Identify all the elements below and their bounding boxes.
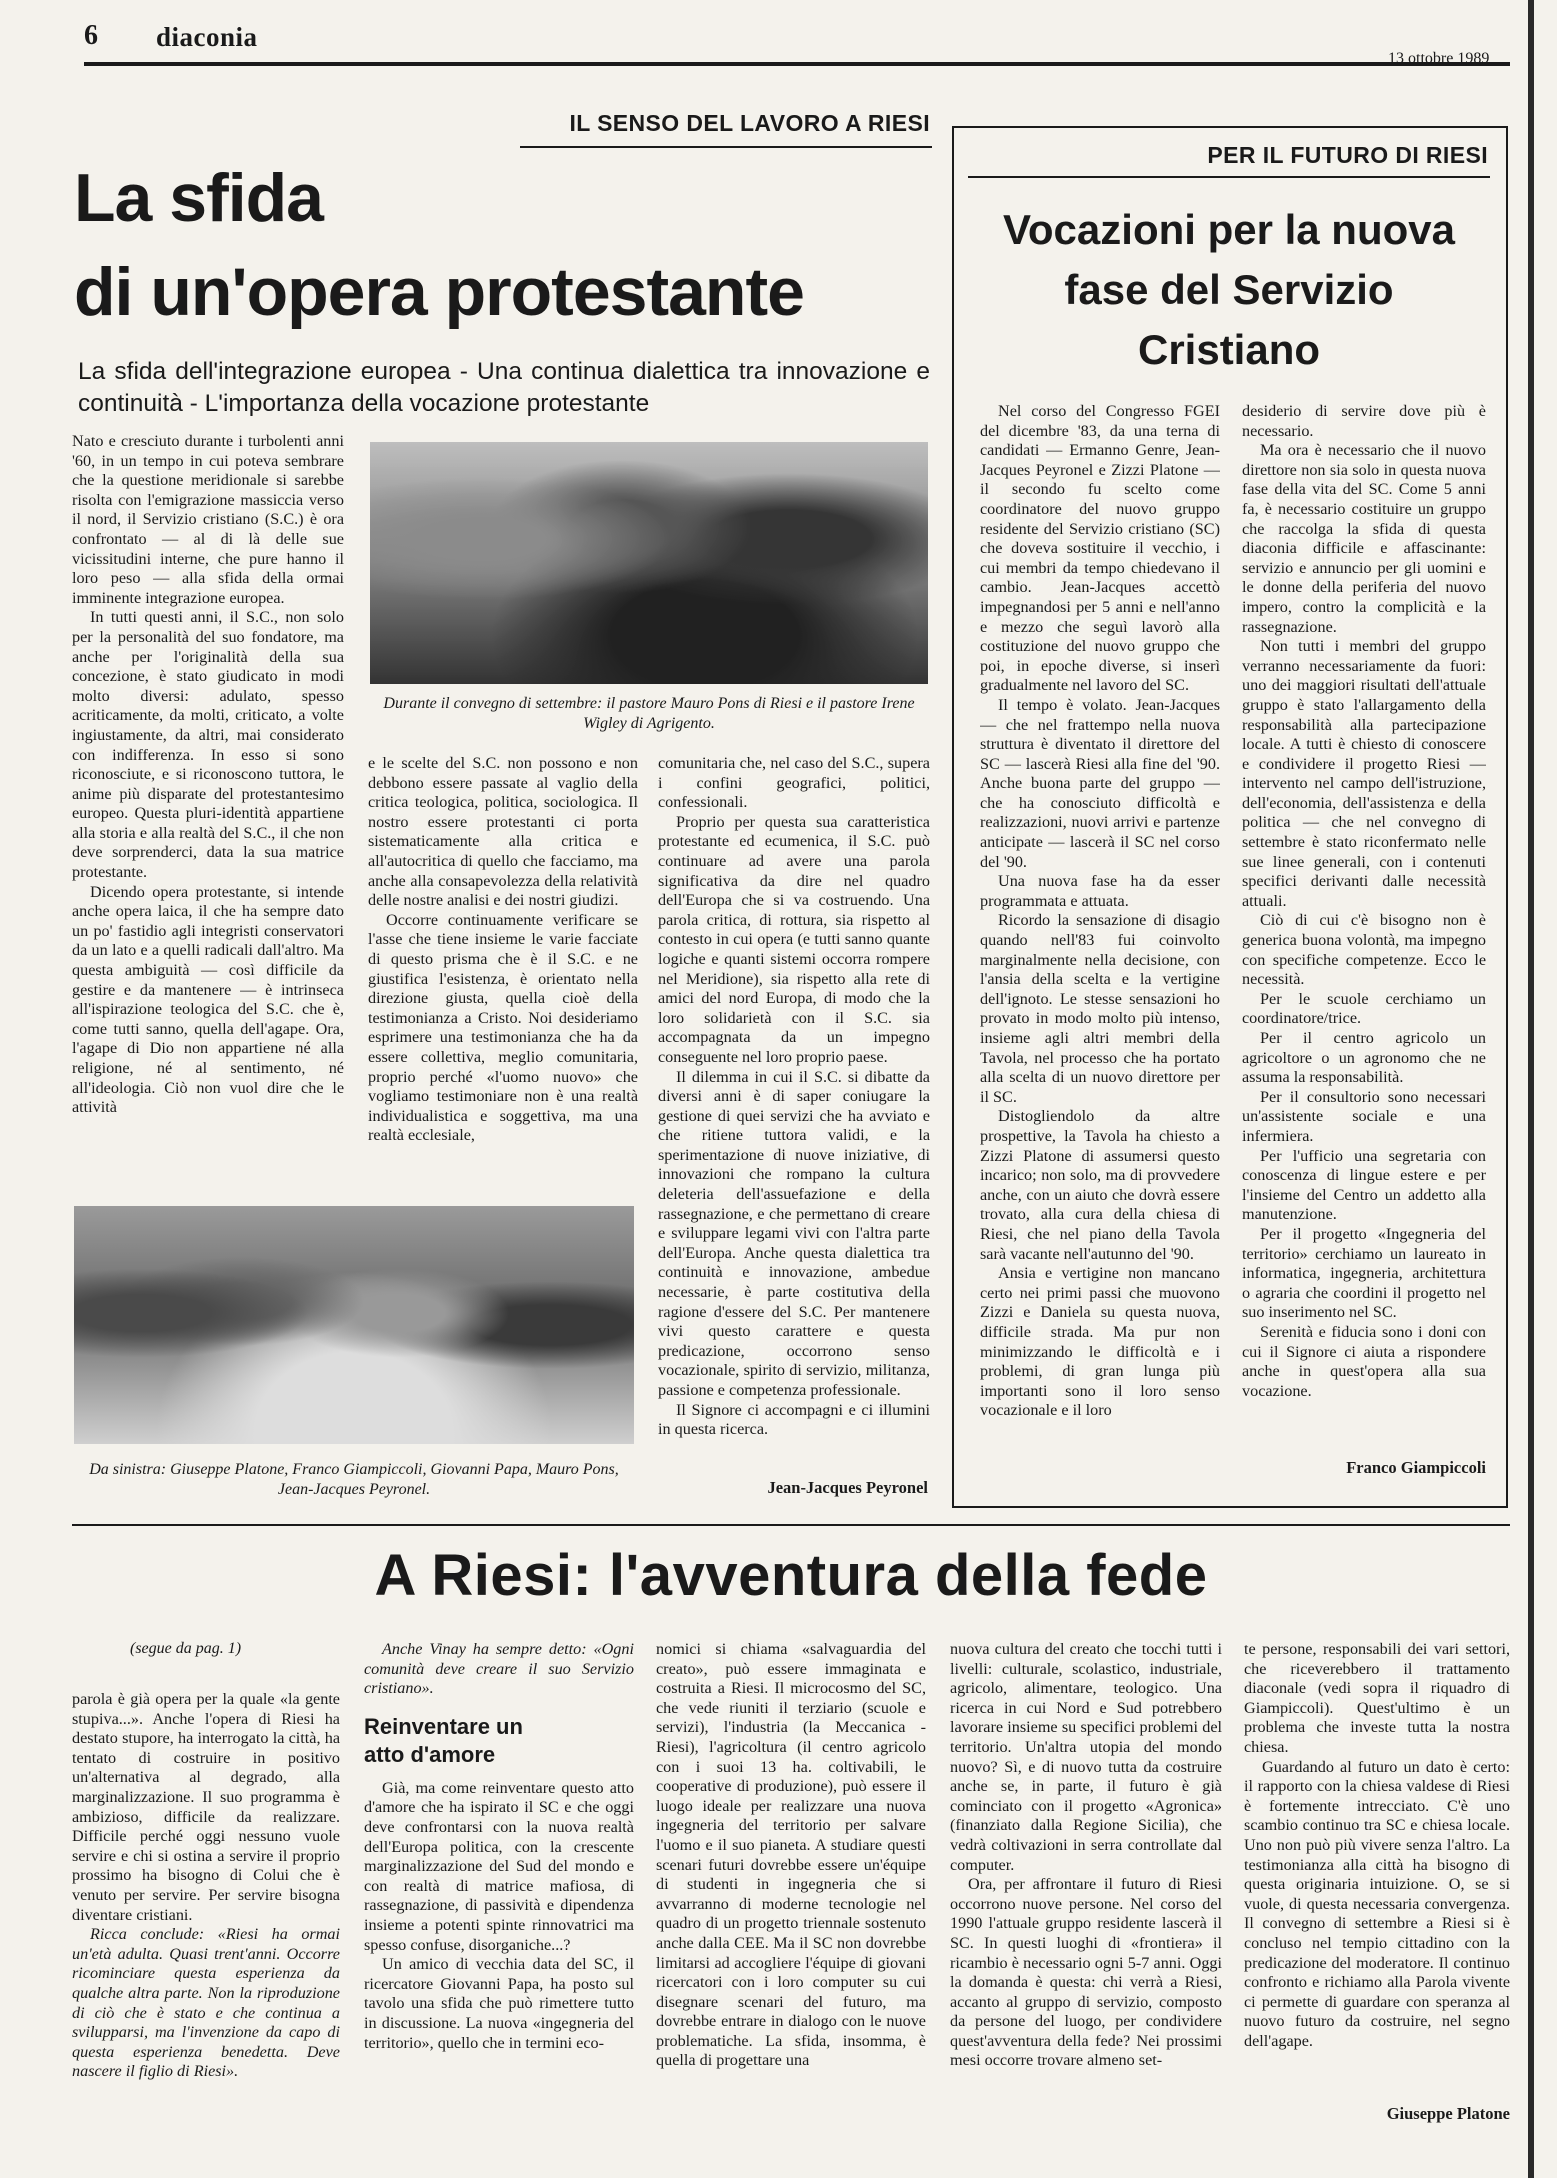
article3-col1: [72, 1690, 340, 2130]
article2-signature: Franco Giampiccoli: [1346, 1458, 1486, 1477]
paragraph: Per l'ufficio una segretaria con conoscenza di lingue estere e per l'insieme del Centro un addetto alla manutenzione.: [1242, 1146, 1486, 1224]
article2-col2: [1242, 402, 1486, 1454]
article1-col1: [72, 432, 344, 1148]
paragraph: nuova cultura del creato che tocchi tutti i livelli: culturale, scolastico, industriale, agricolo, alimentare, teologico. Una ricerca in cui Nord e Sud potrebbero lavorare insieme su specifici problemi del territorio. Un'altra utopia del mondo nuovo? Sì, e di nuovo tutta da costruire anche se, in parte, il futuro è già cominciato con il progetto «Agronica» (finanziato dalla Regione Sicilia), che vedrà coltivazioni in serra controllate dal computer.: [950, 1640, 1222, 1874]
article1-title-line1: La sfida: [74, 160, 323, 236]
paragraph: desiderio di servire dove più è necessario.: [1242, 402, 1486, 440]
article1-title-line2: di un'opera protestante: [74, 254, 804, 330]
article1-kicker-rule: [520, 146, 932, 148]
paragraph: Una nuova fase ha da esser programmata e attuata.: [980, 872, 1220, 910]
article1-subtitle: La sfida dell'integrazione europea - Una continua dialettica tra innovazione e continuità - L'importanza della vocazione protestante: [78, 358, 930, 417]
paragraph: Nel corso del Congresso FGEI del dicembre '83, da una terna di candidati — Ermanno Genre, Jean-Jacques Peyronel e Zizzi Platone — il secondo fu scelto come coordinatore del nuovo gruppo residente del Servizio cristiano (SC) che doveva sostituire il vecchio, i cui membri da tempo chiedevano il cambio. Jean-Jacques accettò impegnandosi per 5 anni e nell'anno e mezzo che seguì lavorò alla costituzione del nuovo gruppo che poi, in epoche diverse, si inserì gradualmente nel lavoro del SC.: [980, 402, 1220, 695]
paragraph: Ricca conclude: «Riesi ha ormai un'età adulta. Quasi trent'anni. Occorre ricominciare questa esperienza da qualche altra parte. Non la riproduzione di ciò che è stato e che continua a svilupparsi, ma l'invenzione da capo di questa esperienza benedetta. Deve nascere il figlio di Riesi».: [72, 1925, 340, 2081]
paragraph: Serenità e fiducia sono i doni con cui il Signore ci aiuta a rispondere anche in quest'opera alla sua vocazione.: [1242, 1322, 1486, 1400]
paragraph: e le scelte del S.C. non possono e non debbono essere passate al vaglio della critica teologica, politica, sociologica. Il nostro essere protestanti ci porta sistematicamente alla critica e all'autocritica di quello che facciamo, ma anche alla consapevolezza della relatività delle nostre analisi e dei nostri giudizi.: [368, 754, 638, 910]
paragraph: comunitaria che, nel caso del S.C., supera i confini geografici, politici, confessionali.: [658, 754, 930, 812]
article3-title: A Riesi: l'avventura della fede: [374, 1543, 1208, 1608]
paragraph: Per il consultorio sono necessari un'assistente sociale e una infermiera.: [1242, 1087, 1486, 1145]
photo-group-caption: Da sinistra: Giuseppe Platone, Franco Giampiccoli, Giovanni Papa, Mauro Pons, Jean-Jacques Peyronel.: [89, 1461, 619, 1498]
article1-signature: Jean-Jacques Peyronel: [767, 1478, 928, 1497]
article1-kicker: IL SENSO DEL LAVORO A RIESI: [569, 110, 930, 136]
header-rule: [84, 62, 1510, 66]
paragraph: nomici si chiama «salvaguardia del creato», può essere immaginata e costruita a Riesi. Il microcosmo del SC, che vede riuniti il terziario (scuole e servizi), l'industria (la Meccanica - Riesi), l'agricoltura (il centro agricolo con i suoi 13 ha. coltivabili, le cooperative di produzione), può essere il luogo ideale per realizzare una nuova ingegneria del territorio per salvare l'uomo e il suo pianeta. A studiare questi scenari futuri dovrebbe essere un'équipe di studenti in ingegneria che si avvarranno di moderne tecnologie nel quadro di un progetto triennale sostenuto anche dalla CEE. Ma il SC non dovrebbe limitarsi ad accogliere l'équipe di giovani ricercatori con i loro computer su cui disegnare scenari del futuro, ma dovrebbe entrare in dialogo con le nuove problematiche. La sfida, insomma, è quella di progettare una: [656, 1640, 926, 2070]
issue-date: 13 ottobre 1989: [1388, 50, 1490, 67]
paragraph: In tutti questi anni, il S.C., non solo per la personalità del suo fondatore, ma anche per l'originalità della sua concezione, è stato giudicato in modi molto diversi: adulato, spesso acriticamente, da molti, criticato, a volte ingiustamente, da altri, mai considerato con indifferenza. In esso si sono riconosciute, e si riconoscono tuttora, le anime più disparate del protestantesimo europeo. Questa pluri-identità appartiene alla storia e alla realtà del S.C., il che non deve sorprenderci, data la sua matrice protestante.: [72, 608, 344, 882]
paragraph: parola è già opera per la quale «la gente stupiva...». Anche l'opera di Riesi ha destato stupore, ha interrogato la città, ha tentato di costruire in positivo un'alternativa al degrado, alla marginalizzazione. Il suo programma è ambizioso, difficile da realizzare. Difficile perché oggi nessuno vuole servire e chi si ostina a servire il proprio prossimo ha bisogno di Colui che è venuto per servire. Per servire bisogna diventare cristiani.: [72, 1690, 340, 1924]
paragraph: Per le scuole cerchiamo un coordinatore/trice.: [1242, 989, 1486, 1028]
article2-title: Vocazioni per la nuova fase del Servizio Cristiano: [1003, 206, 1455, 373]
section-divider: [72, 1524, 1510, 1526]
paragraph: te persone, responsabili dei vari settori, che riceverebbero il trattamento diaconale (vedi sopra il riquadro di Giampiccoli). Quest'ultimo è un problema che investe tutta la nostra chiesa.: [1244, 1640, 1510, 1756]
paragraph: Per il progetto «Ingegneria del territorio» cerchiamo un laureato in informatica, ingegneria, architettura o agraria che coordini il progetto nel suo inserimento nel SC.: [1242, 1224, 1486, 1322]
article3-continued: (segue da pag. 1): [130, 1640, 242, 1657]
paragraph: Per il centro agricolo un agricoltore o un agronomo che ne assuma la responsabilità.: [1242, 1029, 1486, 1087]
article3-col5: [1244, 1640, 1510, 2100]
paragraph: Guardando al futuro un dato è certo: il rapporto con la chiesa valdese di Riesi è fortemente intrecciato. C'è uno scambio continuo tra SC e chiesa locale. Uno non può più vivere senza l'altro. La testimonianza alla città ha bisogno di questa originaria intuizione. O, se si vuole, di questa necessaria convergenza. Il convegno di settembre a Riesi si è concluso nel tempio cittadino con la predicazione del moderatore. Il continuo confronto e richiamo alla Parola vivente ci permette di guardare con speranza al nuovo futuro da costruire, nel segno dell'agape.: [1244, 1757, 1510, 2050]
paragraph: Il tempo è volato. Jean-Jacques — che nel frattempo nella nuova struttura è diventato il direttore del SC — lascerà Riesi alla fine del '90. Anche buona parte del gruppo — che ha conosciuto difficoltà e realizzazioni, nuovi arrivi e partenze anticipate — lascerà il SC nel corso del '90.: [980, 695, 1220, 871]
article1-col2: [368, 754, 638, 1150]
article2-kicker: PER IL FUTURO DI RIESI: [1207, 142, 1488, 168]
article2-kicker-rule: [968, 176, 1490, 178]
masthead: diaconia: [156, 22, 258, 52]
paragraph: Ansia e vertigine non mancano certo nei primi passi che muovono Zizzi e Daniela su questa nuova, difficile strada. Ma pur non minimizzando le difficoltà e i problemi, di gran lunga più importanti sono il loro senso vocazionale e il loro: [980, 1264, 1220, 1420]
right-edge-bar: [1528, 0, 1534, 2178]
photo-convegno: [370, 442, 928, 684]
article3-col4: [950, 1640, 1222, 2140]
paragraph: Distogliendolo da altre prospettive, la Tavola ha chiesto a Zizzi Platone di assumersi questo incarico; non solo, ma di provvedere anche, con un aiuto che dovrà essere trovato, alla cura della chiesa di Riesi, che nel piano della Tavola sarà vacante nell'autunno del '90.: [980, 1107, 1220, 1263]
paragraph: Ciò di cui c'è bisogno non è generica buona volontà, ma impegno con specifiche competenze. Ecco le necessità.: [1242, 911, 1486, 989]
paragraph: Il dilemma in cui il S.C. si dibatte da diversi anni è di saper coniugare la gestione di quei servizi che ha avviato e che ritiene tuttora validi, e la sperimentazione di nuove iniziative, di innovazioni che rompano la cultura deleteria dell'assuefazione e della rassegnazione, e che permettano di creare e sviluppare legami vivi con l'altra parte dell'Europa. Anche questa dialettica tra continuità e innovazione, ambedue necessarie, è parte costitutiva della ragione d'essere del S.C. Per mantenere vivi questo carattere e questa predicazione, occorrono senso vocazionale, spirito di servizio, militanza, passione e competenza professionale.: [658, 1067, 930, 1399]
article1-col3: [658, 754, 930, 1462]
paragraph: Ricordo la sensazione di disagio quando nell'83 fui coinvolto marginalmente nella decisione, con l'ansia della scelta e la vertigine dell'ignoto. Le stesse sensazioni ho provato in modo molto più intenso, insieme agli altri membri della Tavola, nel processo che ha portato alla scelta di un nuovo direttore per il SC.: [980, 911, 1220, 1106]
article3-signature: Giuseppe Platone: [1386, 2104, 1510, 2123]
article3-col2: [364, 1640, 634, 2140]
paragraph: Anche Vinay ha sempre detto: «Ogni comunità deve creare il suo Servizio cristiano».: [364, 1640, 634, 1698]
article3-col3: [656, 1640, 926, 2140]
article2-col1: [980, 402, 1220, 1474]
paragraph: Proprio per questa sua caratteristica protestante ed ecumenica, il S.C. può continuare ad avere una parola significativa da dire nel quadro dell'Europa che si va costruendo. Una parola critica, di rottura, sia rispetto al contesto in cui opera (e tutti sanno quante logiche e quanti sistemi occorra rompere nel Meridione), sia rispetto alla rete di amici del nord Europa, di modo che la loro solidarietà con il S.C. sia accompagnata da un impegno conseguente nel loro proprio paese.: [658, 812, 930, 1066]
photo-group: [74, 1206, 634, 1444]
paragraph: Già, ma come reinventare questo atto d'amore che ha ispirato il SC e che oggi deve confrontarsi con la nuova realtà dell'Europa politica, con la crescente marginalizzazione del Sud del mondo e con realtà di matrice mafiosa, di rassegnazione, di passività e dipendenza insieme a potenti spinte rinnovatrici ma spesso confuse, disorganiche...?: [364, 1778, 634, 1954]
paragraph: Il Signore ci accompagni e ci illumini in questa ricerca.: [658, 1400, 930, 1439]
paragraph: Ora, per affrontare il futuro di Riesi occorrono nuove persone. Nel corso del 1990 l'attuale gruppo residente lascerà il SC. In questi luoghi di «frontiera» il ricambio è necessario ogni 5-7 anni. Oggi la domanda è questa: chi verrà a Riesi, accanto al gruppo di servizio, composto da persone del luogo, per condividere quest'avventura della fede? Nei prossimi mesi occorre trovare almeno set-: [950, 1875, 1222, 2070]
paragraph: Ma ora è necessario che il nuovo direttore non sia solo in questa nuova fase della vita del SC. Come 5 anni fa, è necessario costituire un gruppo che raccolga la sfida di questa diaconia difficile e affascinante: servizio e annuncio per gli uomini e le donne della periferia del nuovo impero, contro la complicità e la rassegnazione.: [1242, 441, 1486, 636]
paragraph: Non tutti i membri del gruppo verranno necessariamente da fuori: uno dei maggiori risultati dell'attuale gruppo è stato l'allargamento della responsabilità alla partecipazione locale. A tutti è chiesto di conoscere e condividere il progetto Riesi — intervento nel campo dell'istruzione, dell'economia, dell'assistenza e della politica — che nel convegno di settembre è stato riconfermato nelle sue linee generali, con i contenuti specifici derivanti dalle necessità attuali.: [1242, 637, 1486, 910]
paragraph: Dicendo opera protestante, si intende anche opera laica, il che ha sempre dato un po' fastidio agli integristi conservatori da un lato e a quelli radicali dall'altro. Ma questa ambiguità — così difficile da gestire e da mantenere — è intrinseca all'ispirazione teologica del S.C. che è, come tutti sanno, quella dell'agape. Ora, l'agape di Dio non appartiene né alla religione, né al sentimento, né all'ideologia. Ciò non vuol dire che le attività: [72, 882, 344, 1117]
paragraph: Nato e cresciuto durante i turbolenti anni '60, in un tempo in cui poteva sembrare che la questione meridionale si sarebbe risolta con l'emigrazione massiccia verso il nord, il Servizio cristiano (S.C.) è ora confrontato — al di là delle sue vicissitudini interne, che pure hanno il loro peso — alla sfida della ormai imminente integrazione europea.: [72, 432, 344, 607]
paragraph: Un amico di vecchia data del SC, il ricercatore Giovanni Papa, ha posto sul tavolo una sfida che può rimettere tutto in discussione. La nuova «ingegneria del territorio», quello che in termini eco-: [364, 1955, 634, 2052]
page-number: 6: [84, 20, 98, 51]
paragraph: Occorre continuamente verificare se l'asse che tiene insieme le varie facciate di questo prisma che è il S.C. e ne giustifica l'esistenza, è orientato nella direzione giusta, quella cioè della testimonianza a Cristo. Noi desideriamo esprimere una testimonianza che ha da essere collettiva, meglio comunitaria, proprio perché «l'uomo nuovo» che vogliamo testimoniare non è una realtà individualistica e soggettiva, ma una realtà ecclesiale,: [368, 910, 638, 1145]
article3-subhead: Reinventare un atto d'amore: [364, 1713, 523, 1767]
photo-convegno-caption: Durante il convegno di settembre: il pastore Mauro Pons di Riesi e il pastore Irene Wigley di Agrigento.: [383, 695, 915, 732]
